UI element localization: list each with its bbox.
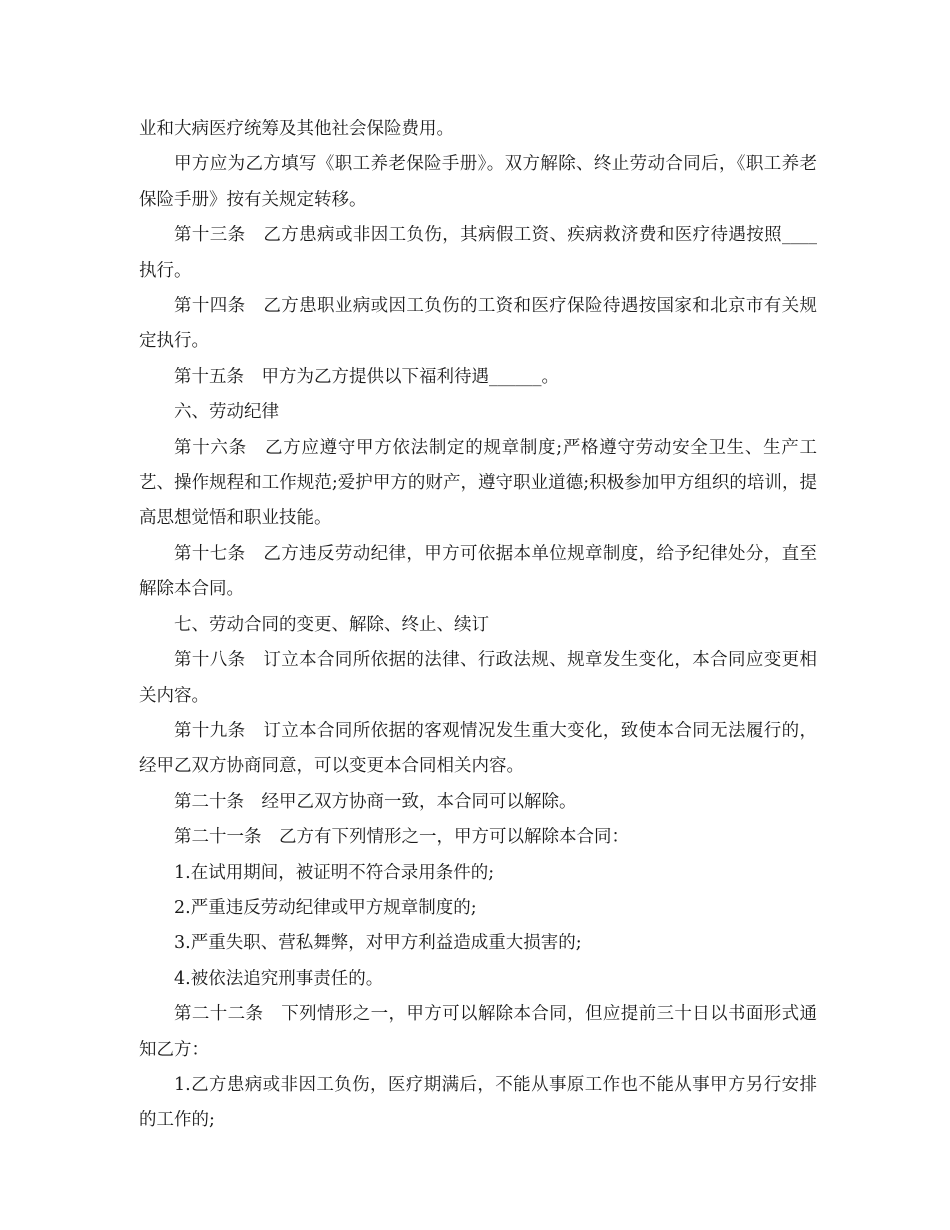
paragraph-pension-handbook: 甲方应为乙方填写《职工养老保险手册》。双方解除、终止劳动合同后，《职工养老保险手册》按有关规定转移。 bbox=[139, 154, 817, 210]
article-20: 第二十条 经甲乙双方协商一致，本合同可以解除。 bbox=[174, 791, 577, 812]
list-item: 1.乙方患病或非因工负伤，医疗期满后，不能从事原工作也不能从事甲方另行安排的工作的; bbox=[139, 1074, 817, 1131]
list-item: 1.在试用期间，被证明不符合录用条件的; bbox=[174, 862, 495, 883]
article-16: 第十六条 乙方应遵守甲方依法制定的规章制度;严格遵守劳动安全卫生、生产工艺、操作规程和工作规范;爱护甲方的财产，遵守职业道德;积极参加甲方组织的培训，提高思想觉悟和职业技能。 bbox=[139, 437, 817, 529]
list-item: 4.被依法追究刑事责任的。 bbox=[174, 968, 384, 989]
article-17: 第十七条 乙方违反劳动纪律，甲方可依据本单位规章制度，给予纪律处分，直至解除本合同。 bbox=[139, 543, 817, 600]
list-item: 3.严重失职、营私舞弊，对甲方利益造成重大损害的; bbox=[174, 933, 582, 954]
section-heading-contract-changes: 七、劳动合同的变更、解除、终止、续订 bbox=[174, 614, 489, 635]
article-13: 第十三条 乙方患病或非因工负伤，其病假工资、疾病救济费和医疗待遇按照____执行。 bbox=[139, 225, 817, 281]
article-22: 第二十二条 下列情形之一，甲方可以解除本合同，但应提前三十日以书面形式通知乙方： bbox=[139, 1004, 817, 1060]
section-heading-labor-discipline: 六、劳动纪律 bbox=[174, 402, 279, 423]
document-body bbox=[139, 112, 817, 1139]
article-18: 第十八条 订立本合同所依据的法律、行政法规、规章发生变化，本合同应变更相关内容。 bbox=[139, 650, 817, 706]
article-15: 第十五条 甲方为乙方提供以下福利待遇______。 bbox=[174, 366, 559, 387]
article-19: 第十九条 订立本合同所依据的客观情况发生重大变化，致使本合同无法履行的，经甲乙双方协商同意，可以变更本合同相关内容。 bbox=[139, 720, 817, 777]
article-14: 第十四条 乙方患职业病或因工负伤的工资和医疗保险待遇按国家和北京市有关规定执行。 bbox=[139, 296, 817, 352]
article-21: 第二十一条 乙方有下列情形之一，甲方可以解除本合同： bbox=[174, 827, 629, 848]
list-item: 2.严重违反劳动纪律或甲方规章制度的; bbox=[174, 897, 477, 918]
paragraph-continuation: 业和大病医疗统筹及其他社会保险费用。 bbox=[139, 119, 454, 139]
